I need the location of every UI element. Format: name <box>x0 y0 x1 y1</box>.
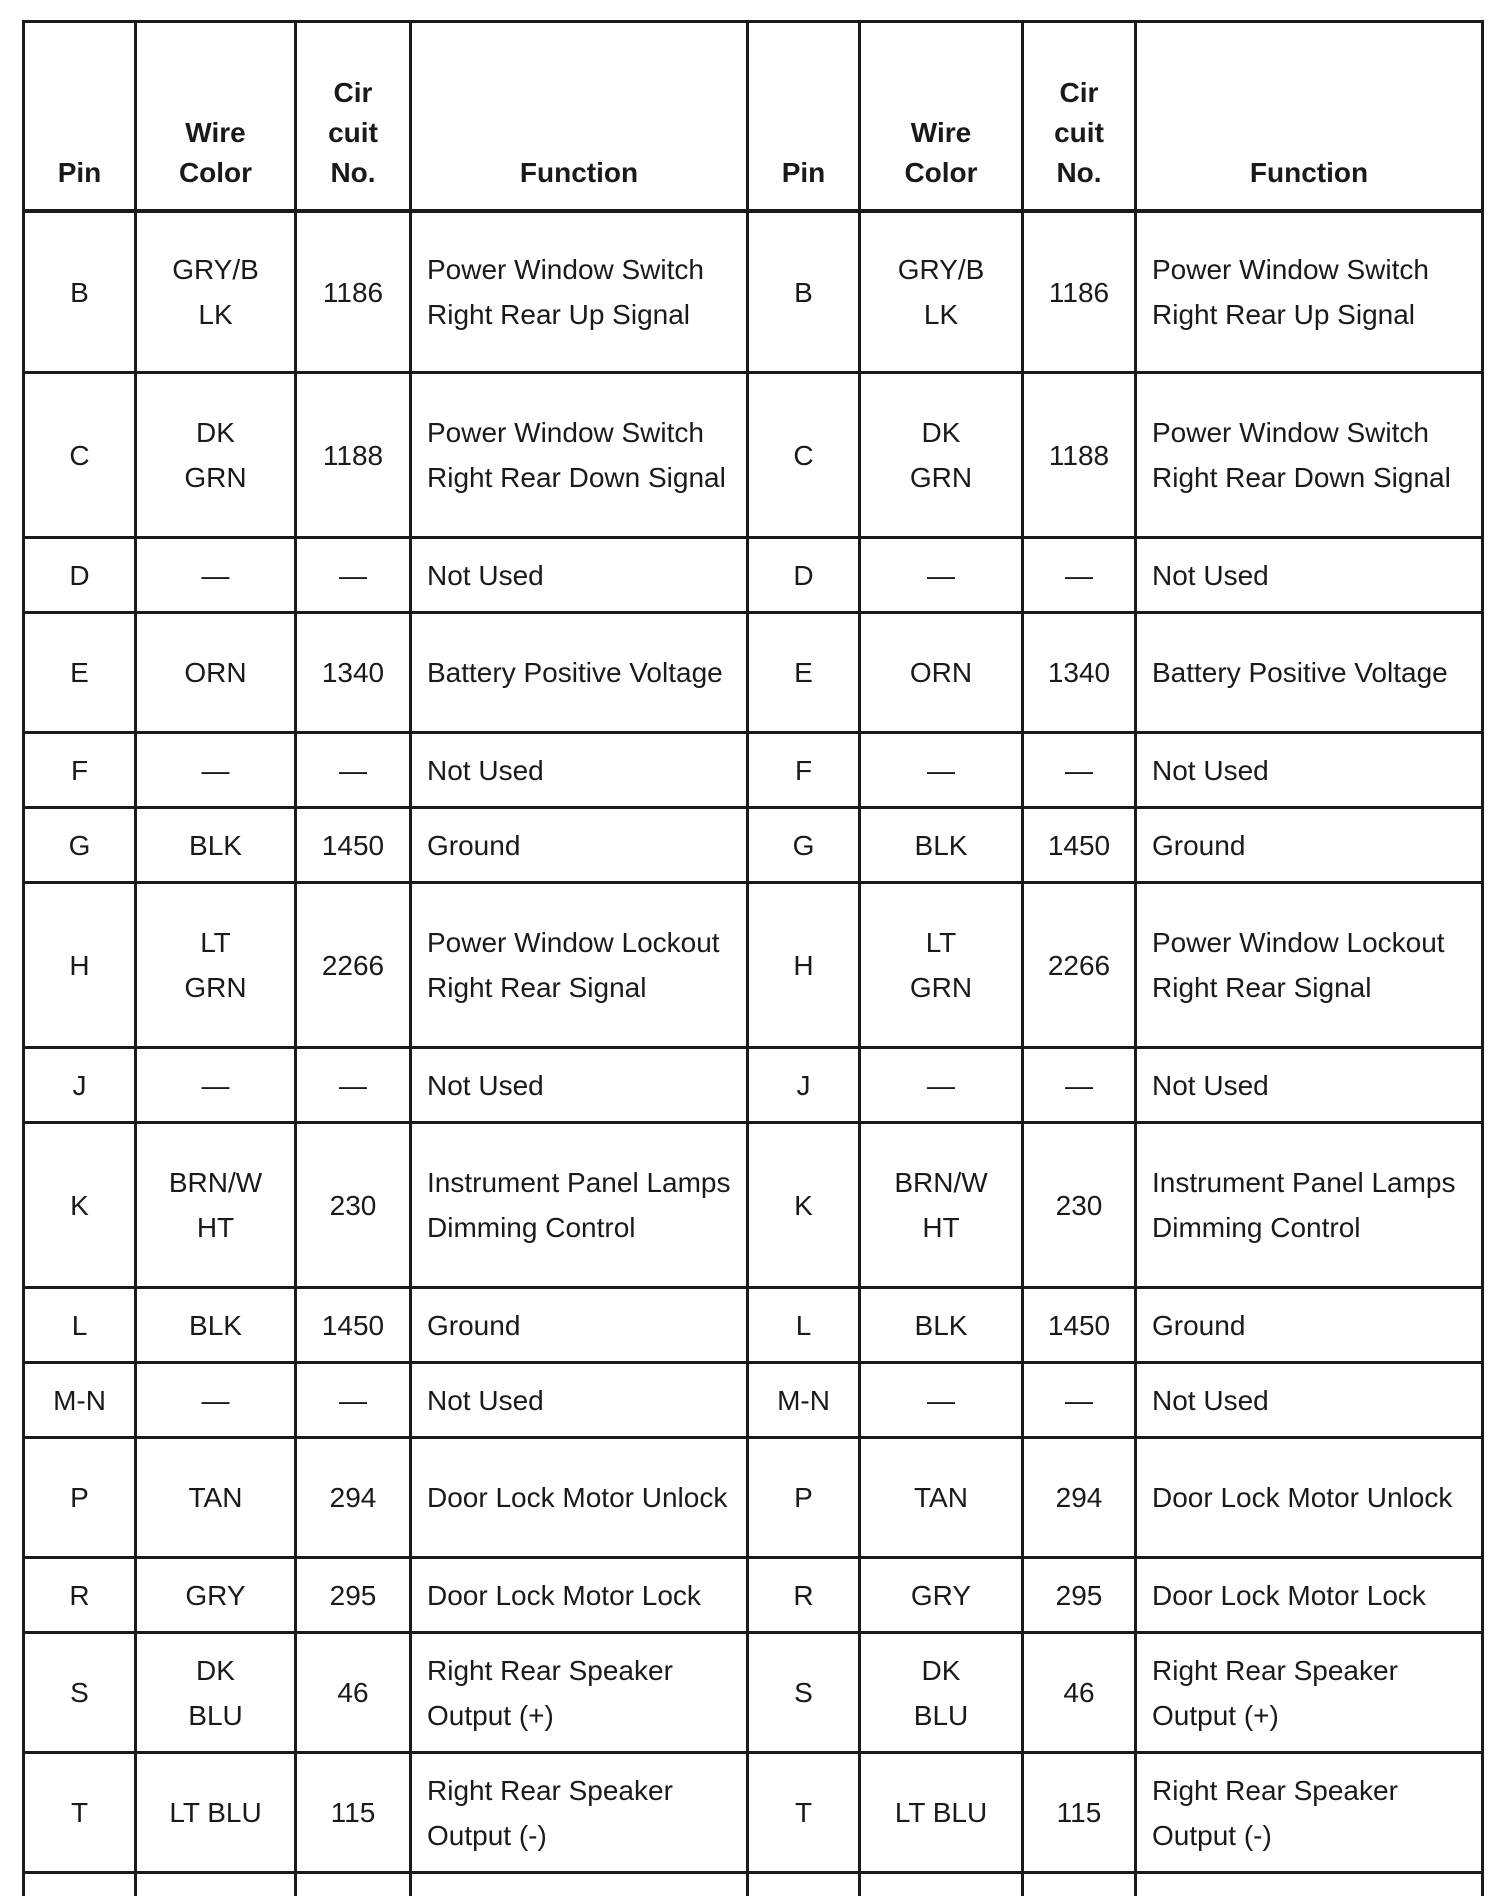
wire-color-cell: — <box>860 1363 1023 1438</box>
table-row <box>24 1558 1483 1633</box>
pin-cell: R <box>748 1558 860 1633</box>
pin-cell: K <box>24 1123 136 1288</box>
table-row <box>24 1123 1483 1288</box>
wire-color-cell: LT BLU <box>136 1753 296 1873</box>
wire-color-cell: — <box>860 1048 1023 1123</box>
circuit-number-cell: 115 <box>296 1753 411 1873</box>
function-cell: Not Used <box>411 1363 748 1438</box>
wire-color-cell: DK BLU <box>860 1633 1023 1753</box>
function-cell: Door Lock Motor Unlock <box>1136 1438 1483 1558</box>
header-row <box>24 22 1483 212</box>
circuit-number-cell: — <box>1023 733 1136 808</box>
table-row <box>24 1288 1483 1363</box>
wire-color-cell: — <box>860 733 1023 808</box>
wire-color-cell: — <box>860 538 1023 613</box>
wire-color-cell: — <box>136 1048 296 1123</box>
table-row <box>24 883 1483 1048</box>
pin-cell: L <box>748 1288 860 1363</box>
function-cell: Power Window Lockout Right Rear Signal <box>411 883 748 1048</box>
function-cell: Power Window Switch Right Rear Up Signal <box>411 211 748 373</box>
header-function: Function <box>1136 22 1483 212</box>
circuit-number-cell: 2266 <box>296 883 411 1048</box>
pin-cell: R <box>24 1558 136 1633</box>
table-row <box>24 733 1483 808</box>
table-row <box>24 1633 1483 1753</box>
pin-cell: C <box>748 373 860 538</box>
empty-cell <box>24 1873 136 1896</box>
empty-cell <box>296 1873 411 1896</box>
table-row <box>24 373 1483 538</box>
function-cell: Ground <box>411 1288 748 1363</box>
wire-color-cell: LT GRN <box>136 883 296 1048</box>
function-cell: Not Used <box>411 733 748 808</box>
pin-cell: L <box>24 1288 136 1363</box>
circuit-number-cell: — <box>296 1363 411 1438</box>
circuit-number-cell: — <box>1023 1363 1136 1438</box>
pin-cell: G <box>748 808 860 883</box>
wire-color-cell: GRY/B LK <box>136 211 296 373</box>
pin-cell: T <box>24 1753 136 1873</box>
table-row <box>24 211 1483 373</box>
table-row <box>24 538 1483 613</box>
circuit-number-cell: 294 <box>296 1438 411 1558</box>
circuit-number-cell: 2266 <box>1023 883 1136 1048</box>
pin-cell: E <box>748 613 860 733</box>
header-circuit-no: Cir cuit No. <box>1023 22 1136 212</box>
circuit-number-cell: 46 <box>296 1633 411 1753</box>
wire-color-cell: BLK <box>136 808 296 883</box>
header-wire-color: Wire Color <box>860 22 1023 212</box>
circuit-number-cell: 1450 <box>296 1288 411 1363</box>
circuit-number-cell: 1188 <box>296 373 411 538</box>
pin-cell: E <box>24 613 136 733</box>
circuit-number-cell: 230 <box>1023 1123 1136 1288</box>
circuit-number-cell: 1340 <box>1023 613 1136 733</box>
function-cell: Not Used <box>1136 733 1483 808</box>
wire-color-cell: DK GRN <box>860 373 1023 538</box>
empty-cell <box>411 1873 748 1896</box>
pin-cell: G <box>24 808 136 883</box>
pin-cell: H <box>24 883 136 1048</box>
wire-color-cell: DK GRN <box>136 373 296 538</box>
circuit-number-cell: 1186 <box>296 211 411 373</box>
function-cell: Door Lock Motor Lock <box>411 1558 748 1633</box>
circuit-number-cell: 1450 <box>1023 1288 1136 1363</box>
function-cell: Ground <box>411 808 748 883</box>
function-cell: Battery Positive Voltage <box>411 613 748 733</box>
function-cell: Not Used <box>411 538 748 613</box>
function-cell: Ground <box>1136 1288 1483 1363</box>
connector-pinout-table <box>22 20 1484 1896</box>
circuit-number-cell: — <box>296 538 411 613</box>
pin-cell: B <box>24 211 136 373</box>
function-cell: Not Used <box>1136 538 1483 613</box>
pin-cell: D <box>748 538 860 613</box>
wire-color-cell: GRY <box>860 1558 1023 1633</box>
function-cell: Ground <box>1136 808 1483 883</box>
pin-cell: M-N <box>748 1363 860 1438</box>
header-pin: Pin <box>748 22 860 212</box>
header-wire-color: Wire Color <box>136 22 296 212</box>
function-cell: Power Window Switch Right Rear Down Signal <box>1136 373 1483 538</box>
circuit-number-cell: — <box>296 1048 411 1123</box>
wire-color-cell: LT GRN <box>860 883 1023 1048</box>
function-cell: Right Rear Speaker Output (-) <box>411 1753 748 1873</box>
header-pin: Pin <box>24 22 136 212</box>
circuit-number-cell: — <box>1023 1048 1136 1123</box>
function-cell: Door Lock Motor Unlock <box>411 1438 748 1558</box>
pin-cell: P <box>24 1438 136 1558</box>
pin-cell: T <box>748 1753 860 1873</box>
wire-color-cell: BLK <box>136 1288 296 1363</box>
function-cell: Instrument Panel Lamps Dimming Control <box>1136 1123 1483 1288</box>
wire-color-cell: DK BLU <box>136 1633 296 1753</box>
pin-cell: M-N <box>24 1363 136 1438</box>
empty-cell <box>860 1873 1023 1896</box>
circuit-number-cell: 1450 <box>296 808 411 883</box>
pin-cell: F <box>748 733 860 808</box>
pin-cell: S <box>748 1633 860 1753</box>
circuit-number-cell: 295 <box>1023 1558 1136 1633</box>
table-row <box>24 1048 1483 1123</box>
empty-cell <box>748 1873 860 1896</box>
pin-cell: C <box>24 373 136 538</box>
table-row <box>24 1438 1483 1558</box>
wire-color-cell: — <box>136 1363 296 1438</box>
table-row-continued <box>24 1873 1483 1896</box>
table-row <box>24 1753 1483 1873</box>
table-body <box>24 211 1483 1896</box>
pin-cell: J <box>24 1048 136 1123</box>
pin-cell: H <box>748 883 860 1048</box>
pin-cell: J <box>748 1048 860 1123</box>
empty-cell <box>136 1873 296 1896</box>
circuit-number-cell: 1450 <box>1023 808 1136 883</box>
table-row <box>24 808 1483 883</box>
function-cell: Power Window Switch Right Rear Down Signal <box>411 373 748 538</box>
table-row <box>24 613 1483 733</box>
circuit-number-cell: — <box>1023 538 1136 613</box>
function-cell: Power Window Lockout Right Rear Signal <box>1136 883 1483 1048</box>
function-cell: Power Window Switch Right Rear Up Signal <box>1136 211 1483 373</box>
wire-color-cell: BLK <box>860 808 1023 883</box>
wire-color-cell: — <box>136 538 296 613</box>
wire-color-cell: GRY/B LK <box>860 211 1023 373</box>
pin-cell: D <box>24 538 136 613</box>
wire-color-cell: LT BLU <box>860 1753 1023 1873</box>
function-cell: Right Rear Speaker Output (+) <box>411 1633 748 1753</box>
function-cell: Door Lock Motor Lock <box>1136 1558 1483 1633</box>
wire-color-cell: TAN <box>136 1438 296 1558</box>
pin-cell: K <box>748 1123 860 1288</box>
pin-cell: S <box>24 1633 136 1753</box>
function-cell: Right Rear Speaker Output (-) <box>1136 1753 1483 1873</box>
circuit-number-cell: 294 <box>1023 1438 1136 1558</box>
circuit-number-cell: 1186 <box>1023 211 1136 373</box>
pin-cell: P <box>748 1438 860 1558</box>
pin-cell: F <box>24 733 136 808</box>
wire-color-cell: TAN <box>860 1438 1023 1558</box>
function-cell: Instrument Panel Lamps Dimming Control <box>411 1123 748 1288</box>
empty-cell <box>1023 1873 1136 1896</box>
function-cell: Not Used <box>1136 1048 1483 1123</box>
circuit-number-cell: 46 <box>1023 1633 1136 1753</box>
pin-cell: B <box>748 211 860 373</box>
table-row <box>24 1363 1483 1438</box>
empty-cell <box>1136 1873 1483 1896</box>
function-cell: Not Used <box>1136 1363 1483 1438</box>
function-cell: Not Used <box>411 1048 748 1123</box>
wire-color-cell: ORN <box>860 613 1023 733</box>
wire-color-cell: BLK <box>860 1288 1023 1363</box>
wire-color-cell: GRY <box>136 1558 296 1633</box>
header-function: Function <box>411 22 748 212</box>
circuit-number-cell: 230 <box>296 1123 411 1288</box>
circuit-number-cell: 1188 <box>1023 373 1136 538</box>
circuit-number-cell: 115 <box>1023 1753 1136 1873</box>
function-cell: Right Rear Speaker Output (+) <box>1136 1633 1483 1753</box>
header-circuit-no: Cir cuit No. <box>296 22 411 212</box>
wire-color-cell: BRN/W HT <box>136 1123 296 1288</box>
circuit-number-cell: — <box>296 733 411 808</box>
function-cell: Battery Positive Voltage <box>1136 613 1483 733</box>
wire-color-cell: ORN <box>136 613 296 733</box>
wire-color-cell: BRN/W HT <box>860 1123 1023 1288</box>
circuit-number-cell: 295 <box>296 1558 411 1633</box>
circuit-number-cell: 1340 <box>296 613 411 733</box>
wire-color-cell: — <box>136 733 296 808</box>
